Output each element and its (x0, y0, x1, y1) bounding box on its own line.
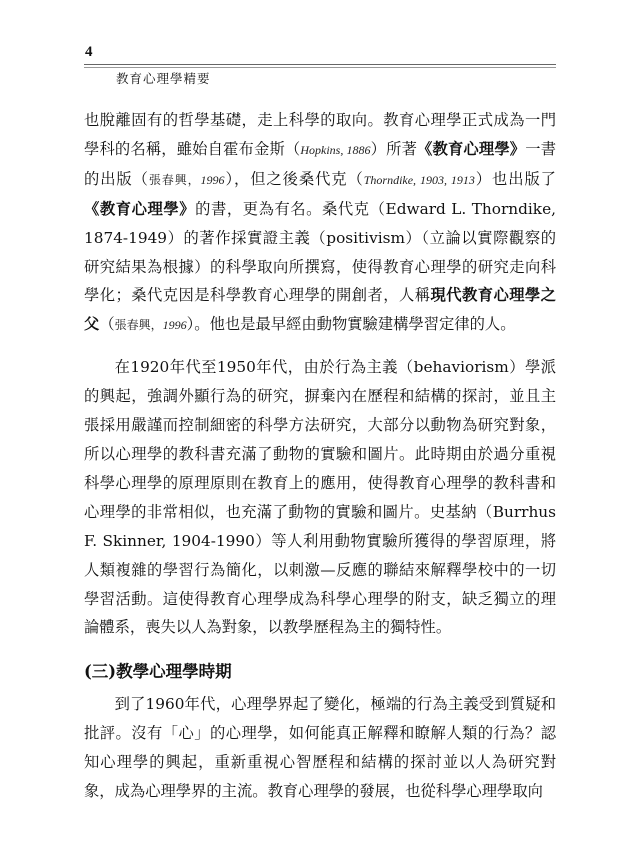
paragraph-3: 到了1960年代，心理學界起了變化，極端的行為主義受到質疑和批評。沒有「心」的心理學，如何能真正解釋和瞭解人類的行為？認知心理學的興起，重新重視心智歷程和結構的探討並以人為研究對象，成為心理學界的主流。教育心理學的發展，也從科學心理學取向 (84, 695, 556, 801)
text-span: ）。他也是最早經由動物實驗建構學習定律的人。 (186, 315, 516, 334)
header-rule (84, 64, 556, 65)
text-span: ）也出版了 (474, 169, 556, 188)
citation-text: Thorndike, 1903, 1913 (363, 172, 475, 187)
bold-book-title: 《教育心理學》 (417, 139, 526, 158)
citation (149, 173, 225, 187)
citation (300, 143, 370, 157)
citation-author: 張春興， (114, 318, 163, 333)
text-span: 的書，更為有名。桑代克（Edward L. Thorndike, 1874-1949）的著作採實證主義（positivism）（立論以實際觀察的研究結果為根據）的科學取向所撰寫，使得教育心理學的研究走向科學化；桑代克因是科學教育心理學的開創者，人稱 (84, 199, 556, 305)
text-span: ）所著 (370, 139, 418, 158)
citation (115, 318, 187, 332)
text-span: （ (99, 315, 115, 334)
header-rule-thin (84, 67, 556, 68)
text-span: ），但之後桑代克（ (224, 169, 364, 188)
text-span: 也脫離固有的哲學基礎，走上科學的取向。教育心理學正式成為一門學科的名稱，雖始自霍布金斯（ (84, 111, 556, 158)
citation (364, 173, 475, 187)
citation-year: 1996 (162, 318, 187, 333)
text-span: 一書的出版（ (84, 139, 556, 188)
page-body (84, 106, 556, 806)
paragraph-2: 在1920年代至1950年代，由於行為主義（behaviorism）學派的興起，強調外顯行為的研究，摒棄內在歷程和結構的探討，並且主張採用嚴謹而控制細密的科學方法研究，大部分以動物為研究對象，所以心理學的教科書充滿了動物的實驗和圖片。此時期由於過分重視科學心理學的原理原則在教育上的應用，使得教育心理學的教科書和心理學的非常相似，也充滿了動物的實驗和圖片。史基納（Burrhus F. Skinner, 1904-1990）等人利用動物實驗所獲得的學習原理，將人類複雜的學習行為簡化，以刺激—反應的聯結來解釋學校中的一切學習活動。這使得教育心理學成為科學心理學的附支，缺乏獨立的理論體系，喪失以人為對象，以教學歷程為主的獨特性。 (84, 358, 556, 637)
citation-author: 張春興， (148, 172, 201, 187)
running-header-title: 教育心理學精要 (116, 71, 211, 86)
citation-text: Hopkins, 1886 (300, 142, 371, 157)
paragraph-1 (84, 106, 556, 340)
section-heading: (三)教學心理學時期 (84, 662, 232, 682)
bold-book-title: 《教育心理學》 (84, 199, 196, 218)
citation-year: 1996 (200, 172, 225, 187)
bold-term: 現代教育心理學之父 (84, 286, 556, 334)
page-number: 4 (85, 44, 93, 60)
